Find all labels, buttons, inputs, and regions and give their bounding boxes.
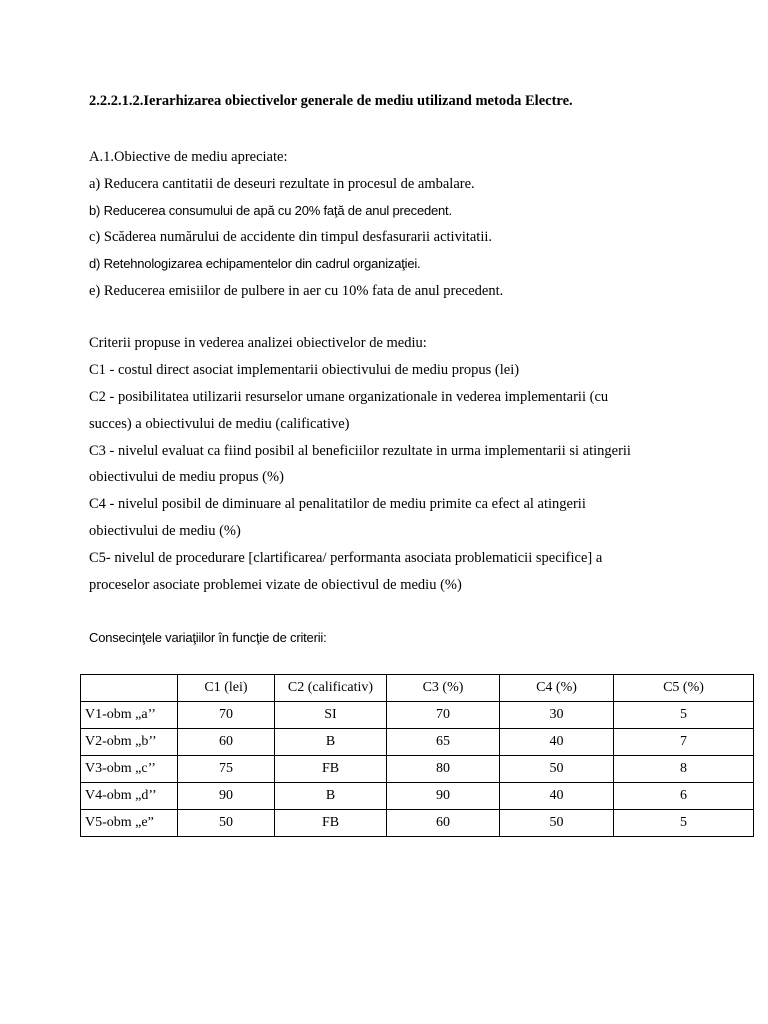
table-header-cell: C5 (%) bbox=[614, 675, 754, 702]
table-row-label: V3-obm „c’’ bbox=[81, 756, 178, 783]
table-cell: 40 bbox=[500, 729, 614, 756]
table-cell: 40 bbox=[500, 783, 614, 810]
criteria-line-4: C3 - nivelul evaluat ca fiind posibil al beneficiilor rezultate in urma implementarii si atingerii bbox=[89, 443, 631, 459]
table-cell: 50 bbox=[178, 810, 275, 837]
table-cell: 7 bbox=[614, 729, 754, 756]
table-cell: 90 bbox=[178, 783, 275, 810]
table-cell: 90 bbox=[387, 783, 500, 810]
consequences-table bbox=[80, 674, 754, 837]
objectives-title: A.1.Obiective de mediu apreciate: bbox=[89, 149, 288, 165]
objective-item-d: d) Retehnologizarea echipamentelor din cadrul organizaţiei. bbox=[89, 256, 421, 271]
criteria-line-8: C5- nivelul de procedurare [clartificarea/ performanta asociata problematicii specifice] a bbox=[89, 550, 603, 566]
table-row-label: V2-obm „b’’ bbox=[81, 729, 178, 756]
table-header-cell: C2 (calificativ) bbox=[275, 675, 387, 702]
table-cell: 65 bbox=[387, 729, 500, 756]
table-row bbox=[81, 729, 754, 756]
table-header-cell: C3 (%) bbox=[387, 675, 500, 702]
objective-item-b: b) Reducerea consumului de apă cu 20% faţă de anul precedent. bbox=[89, 203, 452, 218]
table-cell: FB bbox=[275, 810, 387, 837]
criteria-line-5: obiectivului de mediu propus (%) bbox=[89, 469, 284, 485]
table-row bbox=[81, 810, 754, 837]
table-row bbox=[81, 783, 754, 810]
criteria-line-7: obiectivului de mediu (%) bbox=[89, 523, 241, 539]
table-cell: 5 bbox=[614, 810, 754, 837]
table-cell: 6 bbox=[614, 783, 754, 810]
criteria-line-6: C4 - nivelul posibil de diminuare al penalitatilor de mediu primite ca efect al atingerii bbox=[89, 496, 586, 512]
section-heading: 2.2.2.1.2.Ierarhizarea obiectivelor generale de mediu utilizand metoda Electre. bbox=[89, 93, 573, 109]
table-cell: 70 bbox=[387, 702, 500, 729]
table-cell: 30 bbox=[500, 702, 614, 729]
consequences-title: Consecinţele variaţiilor în funcţie de criterii: bbox=[89, 630, 327, 645]
criteria-line-2: C2 - posibilitatea utilizarii resurselor umane organizationale in vederea implementarii (cu bbox=[89, 389, 609, 405]
table-header-cell: C4 (%) bbox=[500, 675, 614, 702]
table-cell: 5 bbox=[614, 702, 754, 729]
objective-item-c: c) Scăderea numărului de accidente din timpul desfasurarii activitatii. bbox=[89, 229, 493, 245]
table-row bbox=[81, 756, 754, 783]
table-cell: B bbox=[275, 729, 387, 756]
objective-item-a: a) Reducera cantitatii de deseuri rezultate in procesul de ambalare. bbox=[89, 176, 475, 192]
table-cell: 60 bbox=[387, 810, 500, 837]
table-cell: 75 bbox=[178, 756, 275, 783]
criteria-title: Criterii propuse in vederea analizei obiectivelor de mediu: bbox=[89, 335, 427, 351]
table-cell: 80 bbox=[387, 756, 500, 783]
table-cell: SI bbox=[275, 702, 387, 729]
table-cell: FB bbox=[275, 756, 387, 783]
table-cell: B bbox=[275, 783, 387, 810]
table-cell: 8 bbox=[614, 756, 754, 783]
table-cell: 70 bbox=[178, 702, 275, 729]
table-row-label: V4-obm „d’’ bbox=[81, 783, 178, 810]
criteria-line-9: proceselor asociate problemei vizate de obiectivul de mediu (%) bbox=[89, 577, 462, 593]
table-cell: 50 bbox=[500, 810, 614, 837]
table-cell: 60 bbox=[178, 729, 275, 756]
table-header-cell: C1 (lei) bbox=[178, 675, 275, 702]
criteria-line-1: C1 - costul direct asociat implementarii obiectivului de mediu propus (lei) bbox=[89, 362, 520, 378]
table-header-row bbox=[81, 675, 754, 702]
table-row bbox=[81, 702, 754, 729]
criteria-line-3: succes) a obiectivului de mediu (calificative) bbox=[89, 416, 350, 432]
objective-item-e: e) Reducerea emisiilor de pulbere in aer cu 10% fata de anul precedent. bbox=[89, 283, 504, 299]
table-header-cell bbox=[81, 675, 178, 702]
table-row-label: V5-obm „e” bbox=[81, 810, 178, 837]
table-cell: 50 bbox=[500, 756, 614, 783]
table-row-label: V1-obm „a’’ bbox=[81, 702, 178, 729]
